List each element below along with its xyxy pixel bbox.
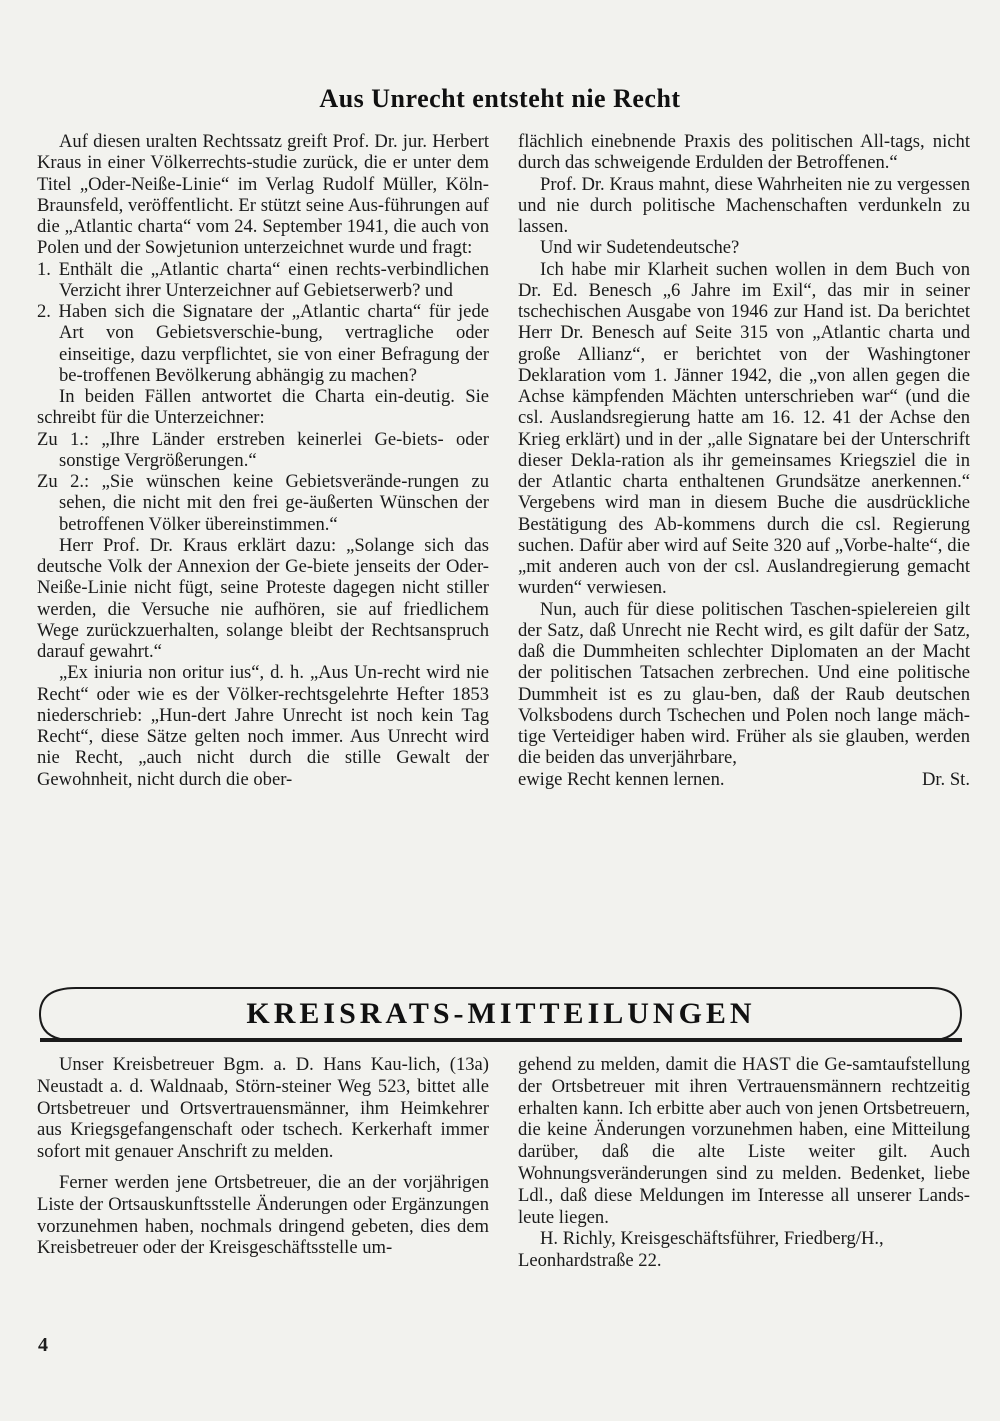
list-item: 2. Haben sich die Signatare der „Atlantic charta“ für jede Art von Gebietsverschie-bung, vertragliche oder einseitige, dazu verpflichtet, sie von einer Befragung der be-troffenen Bevölkerung abhängig zu machen? — [37, 301, 489, 386]
closing-line — [518, 769, 970, 790]
section-banner — [36, 985, 966, 1043]
paragraph: Herr Prof. Dr. Kraus erklärt dazu: „Solange sich das deutsche Volk der Annexion der Ge-biete jenseits der Oder-Neiße-Linie nicht fügt, seine Proteste dagegen nicht stiller werden, die Versuche nie aufhören, sie auf friedlichem Wege zurückzuerhalten, solange bleibt der Rechtsanspruch darauf gewahrt.“ — [37, 534, 489, 662]
paragraph: Ich habe mir Klarheit suchen wollen in dem Buch von Dr. Ed. Benesch „6 Jahre im Exil“, das mir in seiner tschechischen Ausgabe von 1946 zur Hand ist. Da berichtet Herr Dr. Benesch auf Seite 315 von „Atlantic charta und große Allianz“, er berichtet von der Washingtoner Deklaration vom 1. Jänner 1942, die „von allen gegen die Achse kämpfenden Mächten unterschrieben war“ (und die csl. Auslandsregierung hatte am 16. 12. 41 der Achse den Krieg erklärt) und in der „alle Signatare bei der Unterschrift dieser Dekla-ration als ihr gemeinsames Kriegsziel die in der Atlantic charta enthaltenen Grundsätze anerkennen.“ Vergebens wird man in diesem Buche die ausdrückliche Bestätigung des Ab-kommens durch die csl. Regierung suchen. Dafür aber wird auf Seite 320 auf „Vorbe-halte“, die „mit anderen auch von der csl. Auslandregierung gemacht wurden“ verwiesen. — [518, 258, 970, 599]
notices-column-right — [518, 1054, 970, 1272]
quote-item: Zu 1.: „Ihre Länder erstreben keinerlei Ge-biets- oder sonstige Vergrößerungen.“ — [37, 428, 489, 471]
notice-signature: H. Richly, Kreisgeschäftsführer, Friedberg/H., Leonhardstraße 22. — [518, 1228, 884, 1272]
author-signature: Dr. St. — [921, 768, 970, 790]
paragraph: Nun, auch für diese politischen Taschen-spielereien gilt der Satz, daß Unrecht nie Recht wird, es gilt dafür der Satz, daß die Dummheiten schlechter Diplomaten an der Macht der politischen Tatsachen zerbrechen. Und eine politische Dummheit ist es zu glau-ben, daß der Raub deutschen Volksbodens durch Tschechen und Polen noch lange mäch-tige Verteidiger haben wird. Früher als sie glauben, werden die beiden das unverjährbare, — [518, 598, 970, 769]
paragraph: Prof. Dr. Kraus mahnt, diese Wahrheiten nie zu vergessen und nie durch politische Machenschaften verdunkeln zu lassen. — [518, 173, 970, 237]
paragraph: Auf diesen uralten Rechtssatz greift Prof. Dr. jur. Herbert Kraus in einer Völkerrechts-studie zurück, die er unter dem Titel „Oder-Neiße-Linie“ im Verlag Rudolf Müller, Köln-Braunsfeld, veröffentlicht. Er stützt seine Aus-führungen auf die „Atlantic charta“ vom 24. September 1941, die auch von Polen und der Sowjetunion unterzeichnet wurde und fragt: — [37, 131, 489, 259]
paragraph: In beiden Fällen antwortet die Charta ein-deutig. Sie schreibt für die Unterzeichner: — [37, 386, 489, 429]
closing-text: ewige Recht kennen lernen. — [518, 768, 725, 790]
list-item: 1. Enthält die „Atlantic charta“ einen rechts-verbindlichen Verzicht ihrer Unterzeichner auf Gebietserwerb? und — [37, 258, 489, 301]
paragraph: „Ex iniuria non oritur ius“, d. h. „Aus Un-recht wird nie Recht“ oder wie es der Völker-rechtsgelehrte Hefter 1853 niederschrieb: „Hun-dert Jahre Unrecht ist noch kein Tag Recht“, diese Sätze gelten noch immer. Aus Unrecht wird nie Recht, „auch nicht durch die stille Gewalt der Gewohnheit, nicht durch die ober- — [37, 662, 489, 790]
article-column-left — [37, 131, 489, 790]
paragraph: gehend zu melden, damit die HAST die Ge-samtaufstellung der Ortsbetreuer mit ihren Vertrauensmännern rechtzeitig erhalten kann. Ich erbitte aber auch von jenen Ortsbetreuern, die keine Änderungen vorzunehmen haben, eine Mitteilung darüber, daß die alte Liste weiter gilt. Auch Wohnungsveränderungen sind zu melden. Bedenket, liebe Ldl., daß diese Meldungen im Interesse all unserer Lands-leute liegen. — [518, 1054, 970, 1228]
notices-column-left — [37, 1054, 489, 1259]
article-title: Aus Unrecht entsteht nie Recht — [319, 84, 681, 113]
article-column-right — [518, 131, 970, 790]
paragraph: Unser Kreisbetreuer Bgm. a. D. Hans Kau-lich, (13a) Neustadt a. d. Waldnaab, Störn-steiner Weg 523, bittet alle Ortsbetreuer und Ortsvertrauensmänner, ihm Heimkehrer aus Kriegsgefangenschaft oder tschech. Kerkerhaft immer sofort mit genauer Anschrift zu melden. — [37, 1054, 489, 1163]
paragraph: Ferner werden jene Ortsbetreuer, die an der vorjährigen Liste der Ortsauskunftsstelle Änderungen oder Ergänzungen vorzunehmen haben, nochmals dringend gebeten, dies dem Kreisbetreuer oder der Kreisgeschäftsstelle um- — [37, 1171, 489, 1259]
paragraph: flächlich einebnende Praxis des politischen All-tags, nicht durch das schweigende Erdulden der Betroffenen.“ — [518, 131, 970, 174]
paragraph: Und wir Sudetendeutsche? — [540, 237, 740, 259]
banner-title: KREISRATS-MITTEILUNGEN — [246, 997, 756, 1030]
quote-item: Zu 2.: „Sie wünschen keine Gebietsverände-rungen zu sehen, die nicht mit den frei ge-äußerten Wünschen der betroffenen Völker übereinstimmen.“ — [37, 471, 489, 535]
page-number: 4 — [38, 1334, 48, 1356]
